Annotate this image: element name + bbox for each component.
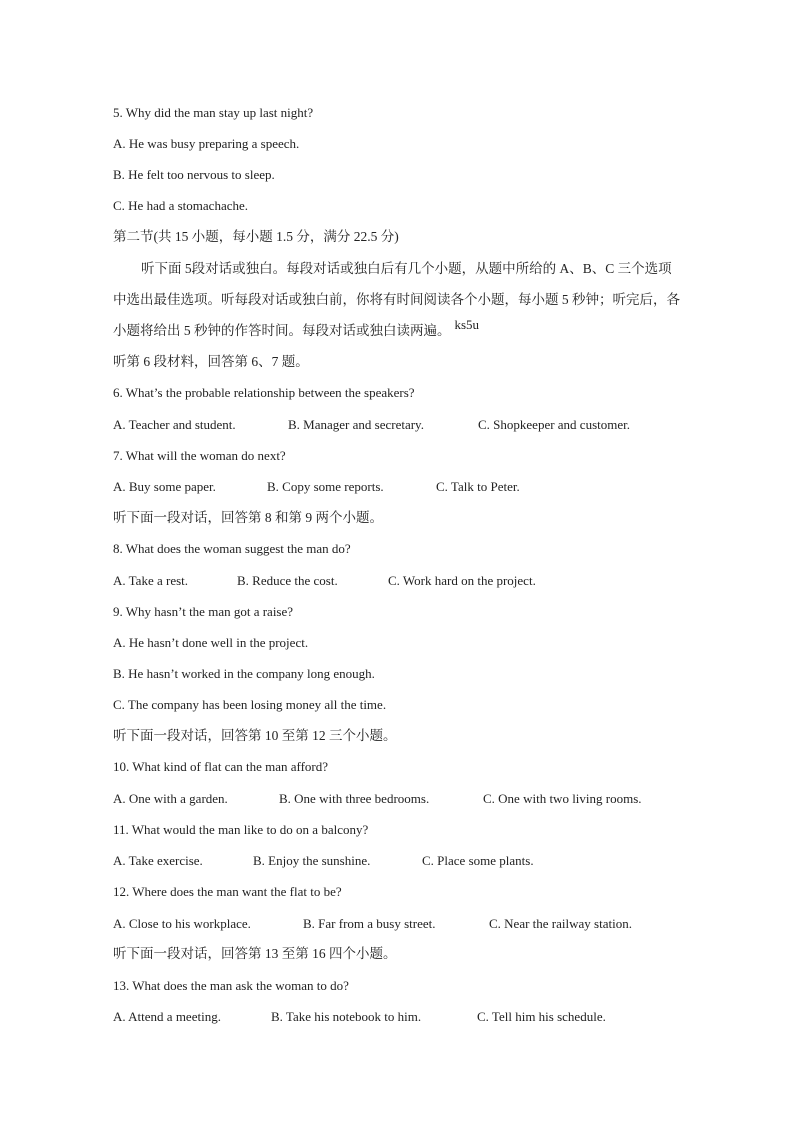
question-9: 9. Why hasn’t the man got a raise? [113,604,294,619]
question-5: 5. Why did the man stay up last night? [113,105,314,120]
question-7: 7. What will the woman do next? [113,448,286,463]
q8-option-b: B. Reduce the cost. [237,573,338,588]
q9-option-b: B. He hasn’t worked in the company long enough. [113,666,375,681]
question-12: 12. Where does the man want the flat to be? [113,884,342,899]
q12-option-a: A. Close to his workplace. [113,916,251,931]
q8-option-a: A. Take a rest. [113,573,189,588]
question-11: 11. What would the man like to do on a balcony? [113,822,369,837]
group-prompt-13-16: 听下面一段对话，回答第 13 至第 16 四个小题。 [113,946,397,961]
q12-option-b: B. Far from a busy street. [303,916,436,931]
q7-option-c: C. Talk to Peter. [436,479,520,494]
group-prompt-10-12: 听下面一段对话，回答第 10 至第 12 三个小题。 [113,728,397,743]
q9-option-c: C. The company has been losing money all the time. [113,697,387,712]
q7-option-a: A. Buy some paper. [113,479,216,494]
q12-option-c: C. Near the railway station. [489,916,632,931]
section-heading: 第二节(共 15 小题，每小题 1.5 分，满分 22.5 分) [113,229,399,244]
q13-option-a: A. Attend a meeting. [113,1009,221,1024]
q10-option-a: A. One with a garden. [113,791,228,806]
q6-option-c: C. Shopkeeper and customer. [478,417,630,432]
group-prompt-6-7: 听第 6 段材料，回答第 6、7 题。 [113,354,309,369]
q5-option-a: A. He was busy preparing a speech. [113,136,300,151]
q10-option-b: B. One with three bedrooms. [279,791,430,806]
q7-option-b: B. Copy some reports. [267,479,384,494]
question-8: 8. What does the woman suggest the man do? [113,541,351,556]
group-prompt-8-9: 听下面一段对话，回答第 8 和第 9 两个小题。 [113,510,383,525]
q11-option-a: A. Take exercise. [113,853,203,868]
q11-option-c: C. Place some plants. [422,853,534,868]
instructions-text: 听下面 5段对话或独白。每段对话或独白后有几个小题，从题中所给的 A、B、C 三个选项中选出最佳选项。听每段对话或独白前，你将有时间阅读各个小题，每小题 5 秒钟；听完后，各小题将给出 5 秒钟的作答时间。每段对话或独白读两遍。 [113,261,680,338]
q9-option-a: A. He hasn’t done well in the project. [113,635,309,650]
q6-option-a: A. Teacher and student. [113,417,236,432]
q13-option-c: C. Tell him his schedule. [477,1009,606,1024]
q5-option-b: B. He felt too nervous to sleep. [113,167,275,182]
section-instructions [113,253,683,346]
watermark-text: ks5u [454,317,480,332]
question-10: 10. What kind of flat can the man afford? [113,759,329,774]
q13-option-b: B. Take his notebook to him. [271,1009,422,1024]
question-6: 6. What’s the probable relationship between the speakers? [113,385,415,400]
q10-option-c: C. One with two living rooms. [483,791,642,806]
q5-option-c: C. He had a stomachache. [113,198,249,213]
q11-option-b: B. Enjoy the sunshine. [253,853,371,868]
question-13: 13. What does the man ask the woman to do? [113,978,349,993]
q8-option-c: C. Work hard on the project. [388,573,536,588]
q6-option-b: B. Manager and secretary. [288,417,424,432]
